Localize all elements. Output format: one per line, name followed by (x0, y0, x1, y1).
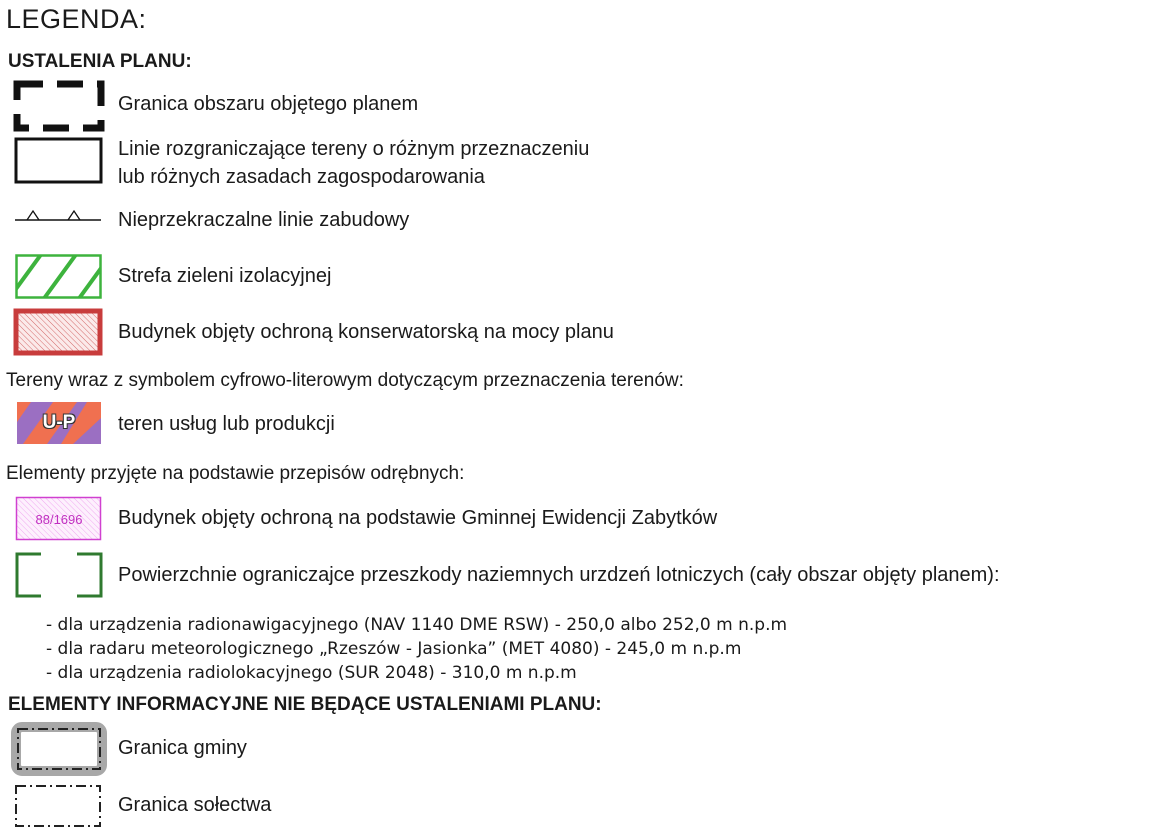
zoning-line-symbol (13, 136, 105, 186)
aviation-obstacle-label: Powierzchnie ograniczajce przeszkody naziemnych urzdzeń lotniczych (cały obszar objęty planem): (118, 564, 1000, 586)
green-zone-symbol (15, 254, 103, 300)
heritage-register-label: Budynek objęty ochroną na podstawie Gminnej Ewidencji Zabytków (118, 507, 718, 529)
aviation-obstacle-symbol (15, 552, 103, 598)
protected-building-symbol (13, 308, 103, 356)
zone-code: U-P (42, 412, 76, 433)
legend-title: LEGENDA: (6, 4, 147, 34)
commune-boundary-label: Granica gminy (118, 737, 247, 759)
section-heading-plan: USTALENIA PLANU: (8, 51, 192, 72)
green-zone-label: Strefa zieleni izolacyjnej (118, 265, 332, 287)
village-boundary-label: Granica sołectwa (118, 794, 272, 816)
zoning-line-label-2: lub różnych zasadach zagospodarowania (118, 166, 485, 188)
zones-caption: Tereny wraz z symbolem cyfrowo-literowym dotyczącym przeznaczenia terenów: (6, 370, 684, 391)
note-item: - dla radaru meteorologicznego „Rzeszów - Jasionka” (MET 4080) - 245,0 m n.p.m (46, 639, 742, 659)
zoning-line-label-1: Linie rozgraniczające tereny o różnym przeznaczeniu (118, 138, 590, 160)
building-line-label: Nieprzekraczalne linie zabudowy (118, 209, 410, 231)
heritage-code: 88/1696 (35, 511, 83, 527)
plan-boundary-symbol (13, 80, 105, 132)
plan-boundary-label: Granica obszaru objętego planem (118, 93, 419, 115)
note-item: - dla urządzenia radionawigacyjnego (NAV 1140 DME RSW) - 250,0 albo 252,0 m n.p.m (46, 615, 788, 635)
note-item: - dla urządzenia radiolokacyjnego (SUR 2048) - 310,0 m n.p.m (46, 663, 577, 683)
zone-up-label: teren usług lub produkcji (118, 413, 335, 435)
protected-building-label: Budynek objęty ochroną konserwatorską na mocy planu (118, 321, 614, 343)
commune-boundary-symbol (10, 721, 108, 777)
regulations-caption: Elementy przyjęte na podstawie przepisów odrębnych: (6, 463, 465, 484)
building-line-symbol (13, 205, 105, 225)
village-boundary-symbol (13, 783, 105, 829)
section-heading-info: ELEMENTY INFORMACYJNE NIE BĘDĄCE USTALENIAMI PLANU: (8, 694, 602, 715)
